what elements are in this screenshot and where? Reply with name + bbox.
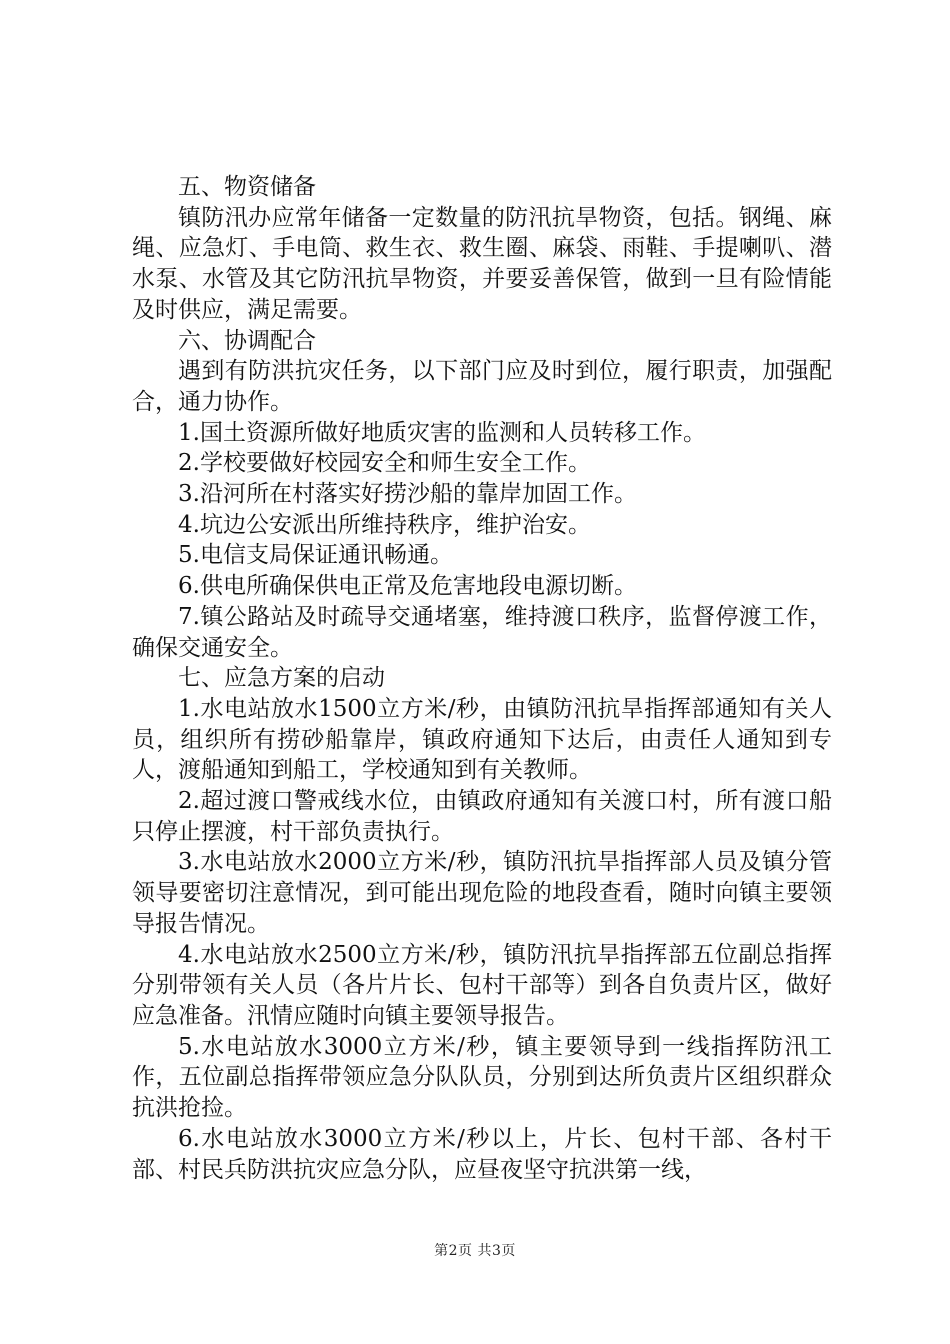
list-item: 2.超过渡口警戒线水位，由镇政府通知有关渡口村，所有渡口船只停止摆渡，村干部负责执行。	[132, 788, 832, 845]
list-item: 3.沿河所在村落实好捞沙船的靠岸加固工作。	[178, 481, 637, 508]
list-item: 1.国土资源所做好地质灾害的监测和人员转移工作。	[178, 419, 706, 446]
list-item: 6.供电所确保供电正常及危害地段电源切断。	[178, 573, 637, 600]
list-item: 4.水电站放水2500立方米/秒，镇防汛抗旱指挥部五位副总指挥分别带领有关人员（各片片长、包村干部等）到各自负责片区，做好应急准备。汛情应随时向镇主要领导报告。	[132, 941, 832, 1029]
section-heading-coordination: 六、协调配合	[178, 327, 316, 354]
paragraph: 遇到有防洪抗灾任务，以下部门应及时到位，履行职责，加强配合，通力协作。	[132, 358, 832, 415]
list-item: 3.水电站放水2000立方米/秒，镇防汛抗旱指挥部人员及镇分管领导要密切注意情况，到可能出现危险的地段查看，随时向镇主要领导报告情况。	[132, 849, 832, 937]
list-item: 2.学校要做好校园安全和师生安全工作。	[178, 450, 591, 477]
list-item: 7.镇公路站及时疏导交通堵塞，维持渡口秩序，监督停渡工作，确保交通安全。	[132, 603, 832, 661]
page-footer: 第2页 共3页	[434, 1243, 516, 1259]
list-item: 1.水电站放水1500立方米/秒，由镇防汛抗旱指挥部通知有关人员，组织所有捞砂船靠岸，镇政府通知下达后，由责任人通知到专人，渡船通知到船工，学校通知到有关教师。	[132, 695, 832, 784]
section-heading-supplies: 五、物资储备	[178, 174, 316, 200]
document-body	[132, 172, 832, 1185]
list-item: 5.电信支局保证通讯畅通。	[178, 542, 453, 569]
list-item: 5.水电站放水3000立方米/秒，镇主要领导到一线指挥防汛工作，五位副总指挥带领应急分队队员，分别到达所负责片区组织群众抗洪抢捡。	[132, 1033, 832, 1122]
list-item: 4.坑边公安派出所维持秩序，维护治安。	[178, 511, 591, 538]
list-item: 6.水电站放水3000立方米/秒以上，片长、包村干部、各村干部、村民兵防洪抗灾应急分队，应昼夜坚守抗洪第一线，	[132, 1125, 832, 1183]
paragraph: 镇防汛办应常年储备一定数量的防汛抗旱物资，包括。钢绳、麻绳、应急灯、手电筒、救生衣、救生圈、麻袋、雨鞋、手提喇叭、潜水泵、水管及其它防汛抗旱物资，并要妥善保管，做到一旦有险情能及时供应，满足需要。	[132, 204, 832, 323]
section-heading-emergency-plan: 七、应急方案的启动	[178, 665, 385, 692]
